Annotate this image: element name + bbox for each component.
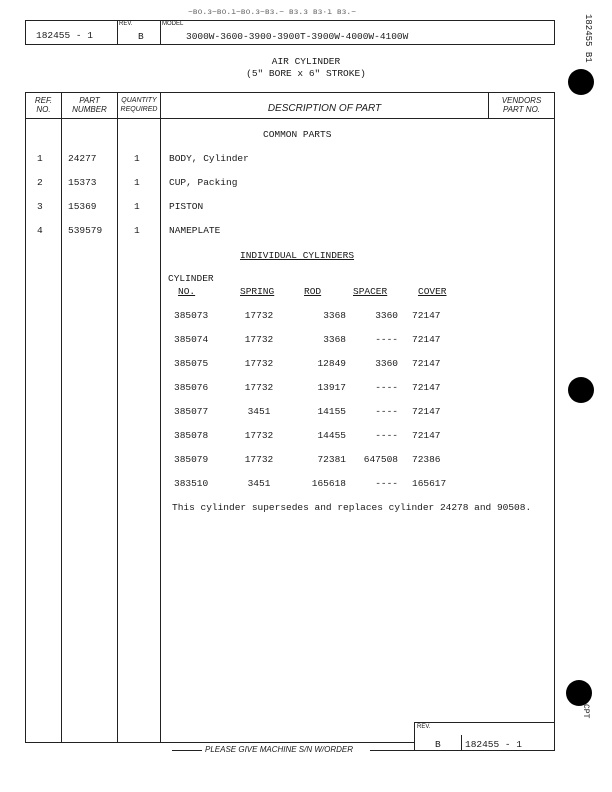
- cyl-no-cell: 385078: [174, 430, 209, 441]
- spacer-cell: 3360: [375, 358, 398, 369]
- spacer-cell: 647508: [363, 454, 398, 465]
- header-divider-2: [160, 20, 161, 45]
- cyl-header-no-line1: CYLINDER: [168, 273, 214, 284]
- table-top-border: [25, 92, 555, 93]
- col-header-qty-line2: REQUIRED: [120, 106, 158, 113]
- binder-hole-bottom: [566, 680, 592, 706]
- cover-cell: 72147: [412, 406, 441, 417]
- cyl-no-cell: 385075: [174, 358, 209, 369]
- ref-cell: 3: [37, 201, 43, 212]
- table-bottom-border: [25, 742, 415, 743]
- spring-cell: 17732: [244, 430, 274, 441]
- binder-hole-middle: [568, 377, 594, 403]
- col-header-description: DESCRIPTION OF PART: [267, 103, 382, 114]
- qty-cell: 1: [134, 225, 140, 236]
- description-cell: NAMEPLATE: [169, 225, 221, 236]
- part-number-cell: 15369: [68, 201, 97, 212]
- col-header-vendors-line1: VENDORS: [501, 96, 542, 105]
- header-rev-value: B: [138, 31, 144, 42]
- cyl-no-cell: 385079: [174, 454, 209, 465]
- header-left-border: [25, 20, 26, 45]
- spacer-cell: ----: [375, 406, 398, 417]
- footer-box-left: [414, 722, 415, 751]
- footer-rule-right: [370, 750, 414, 751]
- col-header-ref-line1: REF.: [34, 96, 53, 105]
- footer-box-bottom: [414, 750, 555, 751]
- footer-part-number: 182455 - 1: [465, 739, 523, 750]
- cyl-no-cell: 385073: [174, 310, 209, 321]
- cover-cell: 72147: [412, 382, 441, 393]
- ref-cell: 4: [37, 225, 43, 236]
- individual-cylinders-heading: INDIVIDUAL CYLINDERS: [240, 250, 355, 261]
- page-subtitle: (5" BORE x 6" STROKE): [246, 68, 366, 79]
- header-divider-1: [117, 20, 118, 45]
- header-model-label: MODEL: [162, 21, 184, 27]
- cover-cell: 72147: [412, 310, 441, 321]
- side-tab-cpt: CPT: [581, 704, 590, 719]
- col-header-qty: [118, 96, 160, 114]
- part-number-cell: 15373: [68, 177, 97, 188]
- ref-cell: 2: [37, 177, 43, 188]
- rod-cell: 13917: [317, 382, 346, 393]
- header-right-border: [554, 20, 555, 45]
- part-number-cell: 539579: [68, 225, 103, 236]
- spring-cell: 17732: [244, 310, 274, 321]
- top-strip: −во.з−во.ı−во.з−вз.− вз.з вз∙ı вз.−: [188, 8, 357, 17]
- cyl-no-cell: 385074: [174, 334, 209, 345]
- footer-rev-label: REV.: [417, 724, 431, 730]
- part-number-cell: 24277: [68, 153, 97, 164]
- col-header-qty-line1: QUANTITY: [121, 97, 157, 104]
- qty-cell: 1: [134, 153, 140, 164]
- footer-note: PLEASE GIVE MACHINE S/N W/ORDER: [205, 745, 354, 754]
- footer-box-top: [414, 722, 555, 723]
- cyl-no-cell: 383510: [174, 478, 209, 489]
- footer-rev-value: B: [435, 739, 441, 750]
- col-header-vendors: [489, 96, 554, 114]
- header-model-value: 3000W-3600-3900-3900T-3900W-4000W-4100W: [186, 31, 409, 42]
- rod-cell: 3368: [323, 334, 346, 345]
- col-divider-qty: [160, 92, 161, 743]
- spacer-cell: ----: [375, 382, 398, 393]
- cyl-no-cell: 385077: [174, 406, 209, 417]
- description-cell: BODY, Cylinder: [169, 153, 249, 164]
- spring-cell: 17732: [244, 382, 274, 393]
- qty-cell: 1: [134, 201, 140, 212]
- side-tab-suffix: B1: [583, 51, 593, 63]
- col-header-vendors-line2: PART NO.: [502, 105, 541, 114]
- rod-cell: 14155: [317, 406, 346, 417]
- footer-box-right: [554, 722, 555, 751]
- col-divider-part: [117, 92, 118, 743]
- cyl-header-spacer: SPACER: [353, 286, 388, 297]
- cover-cell: 72147: [412, 334, 441, 345]
- cyl-header-rod: ROD: [304, 286, 322, 297]
- header-top-border: [25, 20, 555, 21]
- description-cell: PISTON: [169, 201, 204, 212]
- description-cell: CUP, Packing: [169, 177, 238, 188]
- cover-cell: 72147: [412, 430, 441, 441]
- supersede-note: This cylinder supersedes and replaces cylinder 24278 and 90508.: [172, 502, 532, 513]
- header-rev-label: REV.: [119, 21, 133, 27]
- qty-cell: 1: [134, 177, 140, 188]
- side-tab-number-text: 182455: [583, 14, 593, 47]
- cover-cell: 72386: [412, 454, 441, 465]
- table-header-bottom: [25, 118, 555, 119]
- table-right-border: [554, 92, 555, 743]
- spring-cell: 3451: [247, 478, 271, 489]
- cyl-header-spring: SPRING: [240, 286, 275, 297]
- common-parts-heading: COMMON PARTS: [263, 129, 332, 140]
- col-divider-ref: [61, 92, 62, 743]
- footer-box-divider: [461, 735, 462, 751]
- cover-cell: 165617: [412, 478, 447, 489]
- side-tab-number: [583, 14, 593, 63]
- table-left-border: [25, 92, 26, 743]
- spring-cell: 17732: [244, 334, 274, 345]
- col-header-part-line2: NUMBER: [72, 105, 107, 114]
- spring-cell: 3451: [247, 406, 271, 417]
- spacer-cell: ----: [375, 334, 398, 345]
- rod-cell: 165618: [311, 478, 346, 489]
- col-header-part-line1: PART: [79, 96, 100, 105]
- rod-cell: 12849: [317, 358, 346, 369]
- rod-cell: 72381: [317, 454, 346, 465]
- col-header-ref-line2: NO.: [36, 105, 51, 114]
- spacer-cell: ----: [375, 478, 398, 489]
- spacer-cell: ----: [375, 430, 398, 441]
- binder-hole-top: [568, 69, 594, 95]
- header-part-number: 182455 - 1: [36, 30, 94, 41]
- page-title: AIR CYLINDER: [271, 56, 341, 67]
- rod-cell: 3368: [323, 310, 346, 321]
- rod-cell: 14455: [317, 430, 346, 441]
- spring-cell: 17732: [244, 358, 274, 369]
- header-bottom-border: [25, 44, 555, 45]
- cyl-no-cell: 385076: [174, 382, 209, 393]
- spacer-cell: 3360: [375, 310, 398, 321]
- cover-cell: 72147: [412, 358, 441, 369]
- cyl-header-cover: COVER: [418, 286, 447, 297]
- ref-cell: 1: [37, 153, 43, 164]
- cyl-header-no-line2: NO.: [178, 286, 196, 297]
- col-header-part: [62, 96, 117, 114]
- footer-rule-left: [172, 750, 202, 751]
- col-header-ref: [26, 96, 61, 114]
- spring-cell: 17732: [244, 454, 274, 465]
